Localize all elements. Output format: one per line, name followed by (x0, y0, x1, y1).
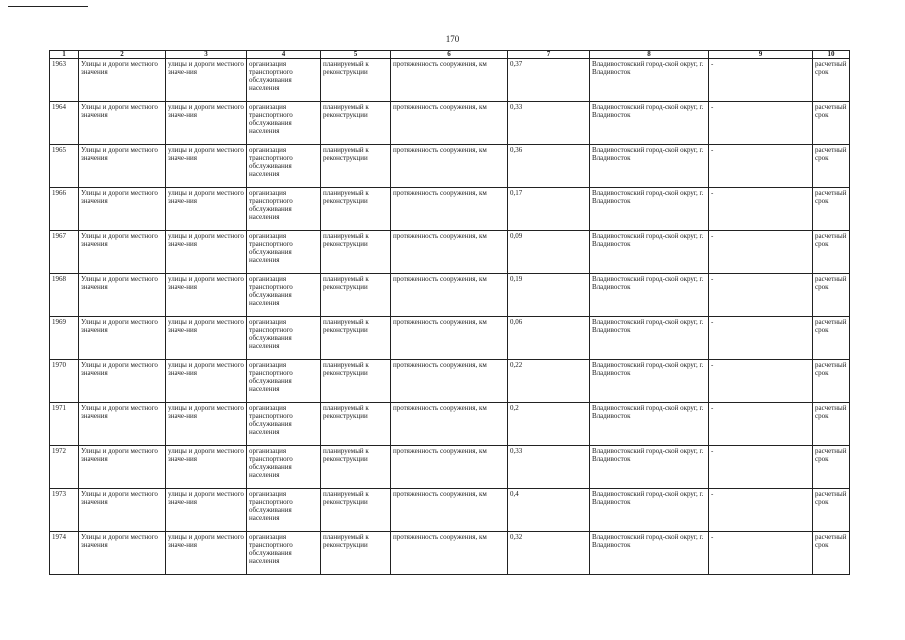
table-cell-col-8: Владивостокский город-ской округ, г. Владивосток (590, 532, 709, 575)
table-cell-col-3: улицы и дороги местного значе-ния (166, 446, 247, 489)
table-cell-col-1: 1965 (50, 145, 79, 188)
table-cell-col-2: Улицы и дороги местного значения (79, 231, 166, 274)
table-cell-col-6: протяженность сооружения, км (391, 145, 508, 188)
table-cell-col-4: организация транспортного обслуживания населения (247, 231, 321, 274)
table-row (50, 188, 850, 231)
table-cell-col-6: протяженность сооружения, км (391, 231, 508, 274)
table-cell-col-2: Улицы и дороги местного значения (79, 59, 166, 102)
table-cell-col-2: Улицы и дороги местного значения (79, 403, 166, 446)
table-cell-col-2: Улицы и дороги местного значения (79, 532, 166, 575)
table-cell-col-2: Улицы и дороги местного значения (79, 188, 166, 231)
table-cell-col-9: - (709, 145, 813, 188)
table-cell-col-4: организация транспортного обслуживания населения (247, 102, 321, 145)
table-cell-col-5: планируемый к реконструкции (321, 59, 391, 102)
page-number: 170 (445, 34, 460, 44)
table-cell-col-5: планируемый к реконструкции (321, 145, 391, 188)
table-row (50, 145, 850, 188)
table-cell-col-4: организация транспортного обслуживания населения (247, 188, 321, 231)
table-cell-col-10: расчетный срок (813, 403, 850, 446)
table-cell-col-3: улицы и дороги местного значе-ния (166, 532, 247, 575)
table-row (50, 102, 850, 145)
table-cell-col-8: Владивостокский город-ской округ, г. Владивосток (590, 317, 709, 360)
table-cell-col-1: 1968 (50, 274, 79, 317)
table-row (50, 403, 850, 446)
table-cell-col-9: - (709, 188, 813, 231)
table-cell-col-6: протяженность сооружения, км (391, 446, 508, 489)
table-cell-col-8: Владивостокский город-ской округ, г. Владивосток (590, 231, 709, 274)
column-header-8: 8 (590, 51, 709, 59)
table-cell-col-4: организация транспортного обслуживания населения (247, 274, 321, 317)
table-cell-col-10: расчетный срок (813, 274, 850, 317)
table-cell-col-6: протяженность сооружения, км (391, 403, 508, 446)
table-cell-col-8: Владивостокский город-ской округ, г. Владивосток (590, 489, 709, 532)
table-row (50, 274, 850, 317)
table-cell-col-7: 0,4 (508, 489, 590, 532)
table-cell-col-2: Улицы и дороги местного значения (79, 145, 166, 188)
table-cell-col-4: организация транспортного обслуживания населения (247, 532, 321, 575)
table-cell-col-2: Улицы и дороги местного значения (79, 317, 166, 360)
table-cell-col-3: улицы и дороги местного значе-ния (166, 59, 247, 102)
table-cell-col-1: 1963 (50, 59, 79, 102)
table-cell-col-6: протяженность сооружения, км (391, 489, 508, 532)
table-cell-col-8: Владивостокский город-ской округ, г. Владивосток (590, 446, 709, 489)
column-header-3: 3 (166, 51, 247, 59)
table-cell-col-5: планируемый к реконструкции (321, 532, 391, 575)
table-row (50, 532, 850, 575)
table-cell-col-7: 0,09 (508, 231, 590, 274)
table-row (50, 59, 850, 102)
table-cell-col-1: 1964 (50, 102, 79, 145)
table-cell-col-2: Улицы и дороги местного значения (79, 274, 166, 317)
column-header-4: 4 (247, 51, 321, 59)
table-cell-col-4: организация транспортного обслуживания населения (247, 145, 321, 188)
table-cell-col-7: 0,33 (508, 102, 590, 145)
table-cell-col-9: - (709, 446, 813, 489)
column-header-2: 2 (79, 51, 166, 59)
table-cell-col-3: улицы и дороги местного значе-ния (166, 317, 247, 360)
table-cell-col-4: организация транспортного обслуживания населения (247, 360, 321, 403)
table-cell-col-2: Улицы и дороги местного значения (79, 102, 166, 145)
table-cell-col-8: Владивостокский город-ской округ, г. Владивосток (590, 274, 709, 317)
table-cell-col-4: организация транспортного обслуживания населения (247, 403, 321, 446)
table-cell-col-3: улицы и дороги местного значе-ния (166, 145, 247, 188)
table-row (50, 446, 850, 489)
table-cell-col-8: Владивостокский город-ской округ, г. Владивосток (590, 360, 709, 403)
table-cell-col-3: улицы и дороги местного значе-ния (166, 188, 247, 231)
table-cell-col-5: планируемый к реконструкции (321, 446, 391, 489)
table-cell-col-1: 1967 (50, 231, 79, 274)
table-cell-col-2: Улицы и дороги местного значения (79, 446, 166, 489)
table-cell-col-5: планируемый к реконструкции (321, 102, 391, 145)
column-header-9: 9 (709, 51, 813, 59)
table-cell-col-9: - (709, 231, 813, 274)
table-cell-col-9: - (709, 274, 813, 317)
table-cell-col-8: Владивостокский город-ской округ, г. Владивосток (590, 403, 709, 446)
table-row (50, 317, 850, 360)
table-cell-col-8: Владивостокский город-ской округ, г. Владивосток (590, 145, 709, 188)
table-cell-col-4: организация транспортного обслуживания населения (247, 317, 321, 360)
table-cell-col-1: 1974 (50, 532, 79, 575)
table-cell-col-6: протяженность сооружения, км (391, 360, 508, 403)
table-cell-col-10: расчетный срок (813, 59, 850, 102)
table-cell-col-7: 0,17 (508, 188, 590, 231)
table-cell-col-7: 0,22 (508, 360, 590, 403)
table-cell-col-3: улицы и дороги местного значе-ния (166, 360, 247, 403)
table-cell-col-1: 1973 (50, 489, 79, 532)
table-cell-col-10: расчетный срок (813, 231, 850, 274)
table-cell-col-6: протяженность сооружения, км (391, 532, 508, 575)
table-cell-col-9: - (709, 403, 813, 446)
table-cell-col-5: планируемый к реконструкции (321, 489, 391, 532)
table-cell-col-5: планируемый к реконструкции (321, 360, 391, 403)
table-cell-col-1: 1966 (50, 188, 79, 231)
table-cell-col-6: протяженность сооружения, км (391, 59, 508, 102)
table-cell-col-2: Улицы и дороги местного значения (79, 489, 166, 532)
table-cell-col-6: протяженность сооружения, км (391, 188, 508, 231)
table-cell-col-1: 1970 (50, 360, 79, 403)
table-cell-col-9: - (709, 317, 813, 360)
table-cell-col-9: - (709, 360, 813, 403)
table-cell-col-6: протяженность сооружения, км (391, 102, 508, 145)
table-cell-col-7: 0,2 (508, 403, 590, 446)
table-cell-col-3: улицы и дороги местного значе-ния (166, 102, 247, 145)
table-cell-col-1: 1972 (50, 446, 79, 489)
table-header-row (50, 51, 850, 59)
table-row (50, 360, 850, 403)
column-header-5: 5 (321, 51, 391, 59)
table-row (50, 231, 850, 274)
top-left-rule (8, 6, 88, 7)
table-body (50, 59, 850, 575)
objects-table (49, 50, 850, 575)
table-cell-col-10: расчетный срок (813, 188, 850, 231)
table-cell-col-10: расчетный срок (813, 532, 850, 575)
table-cell-col-7: 0,33 (508, 446, 590, 489)
table-cell-col-1: 1971 (50, 403, 79, 446)
table-cell-col-5: планируемый к реконструкции (321, 274, 391, 317)
table-cell-col-10: расчетный срок (813, 360, 850, 403)
table-cell-col-9: - (709, 489, 813, 532)
table-cell-col-3: улицы и дороги местного значе-ния (166, 231, 247, 274)
column-header-1: 1 (50, 51, 79, 59)
table-cell-col-3: улицы и дороги местного значе-ния (166, 403, 247, 446)
table-cell-col-10: расчетный срок (813, 317, 850, 360)
table-cell-col-5: планируемый к реконструкции (321, 188, 391, 231)
table-cell-col-5: планируемый к реконструкции (321, 403, 391, 446)
column-header-6: 6 (391, 51, 508, 59)
table-cell-col-4: организация транспортного обслуживания населения (247, 489, 321, 532)
table-cell-col-10: расчетный срок (813, 489, 850, 532)
table-cell-col-4: организация транспортного обслуживания населения (247, 59, 321, 102)
table-cell-col-7: 0,19 (508, 274, 590, 317)
table-cell-col-7: 0,36 (508, 145, 590, 188)
table-cell-col-5: планируемый к реконструкции (321, 231, 391, 274)
table-cell-col-10: расчетный срок (813, 145, 850, 188)
table-cell-col-7: 0,37 (508, 59, 590, 102)
table-cell-col-3: улицы и дороги местного значе-ния (166, 489, 247, 532)
table-cell-col-8: Владивостокский город-ской округ, г. Владивосток (590, 102, 709, 145)
table-cell-col-10: расчетный срок (813, 446, 850, 489)
column-header-10: 10 (813, 51, 850, 59)
table-cell-col-10: расчетный срок (813, 102, 850, 145)
table-cell-col-3: улицы и дороги местного значе-ния (166, 274, 247, 317)
table-cell-col-7: 0,06 (508, 317, 590, 360)
table-cell-col-9: - (709, 102, 813, 145)
table-cell-col-8: Владивостокский город-ской округ, г. Владивосток (590, 59, 709, 102)
table-cell-col-4: организация транспортного обслуживания населения (247, 446, 321, 489)
table-cell-col-7: 0,32 (508, 532, 590, 575)
table-row (50, 489, 850, 532)
table-cell-col-9: - (709, 532, 813, 575)
table-cell-col-6: протяженность сооружения, км (391, 317, 508, 360)
table-cell-col-8: Владивостокский город-ской округ, г. Владивосток (590, 188, 709, 231)
table-cell-col-1: 1969 (50, 317, 79, 360)
table-cell-col-2: Улицы и дороги местного значения (79, 360, 166, 403)
table-cell-col-5: планируемый к реконструкции (321, 317, 391, 360)
table-cell-col-6: протяженность сооружения, км (391, 274, 508, 317)
column-header-7: 7 (508, 51, 590, 59)
table-cell-col-9: - (709, 59, 813, 102)
